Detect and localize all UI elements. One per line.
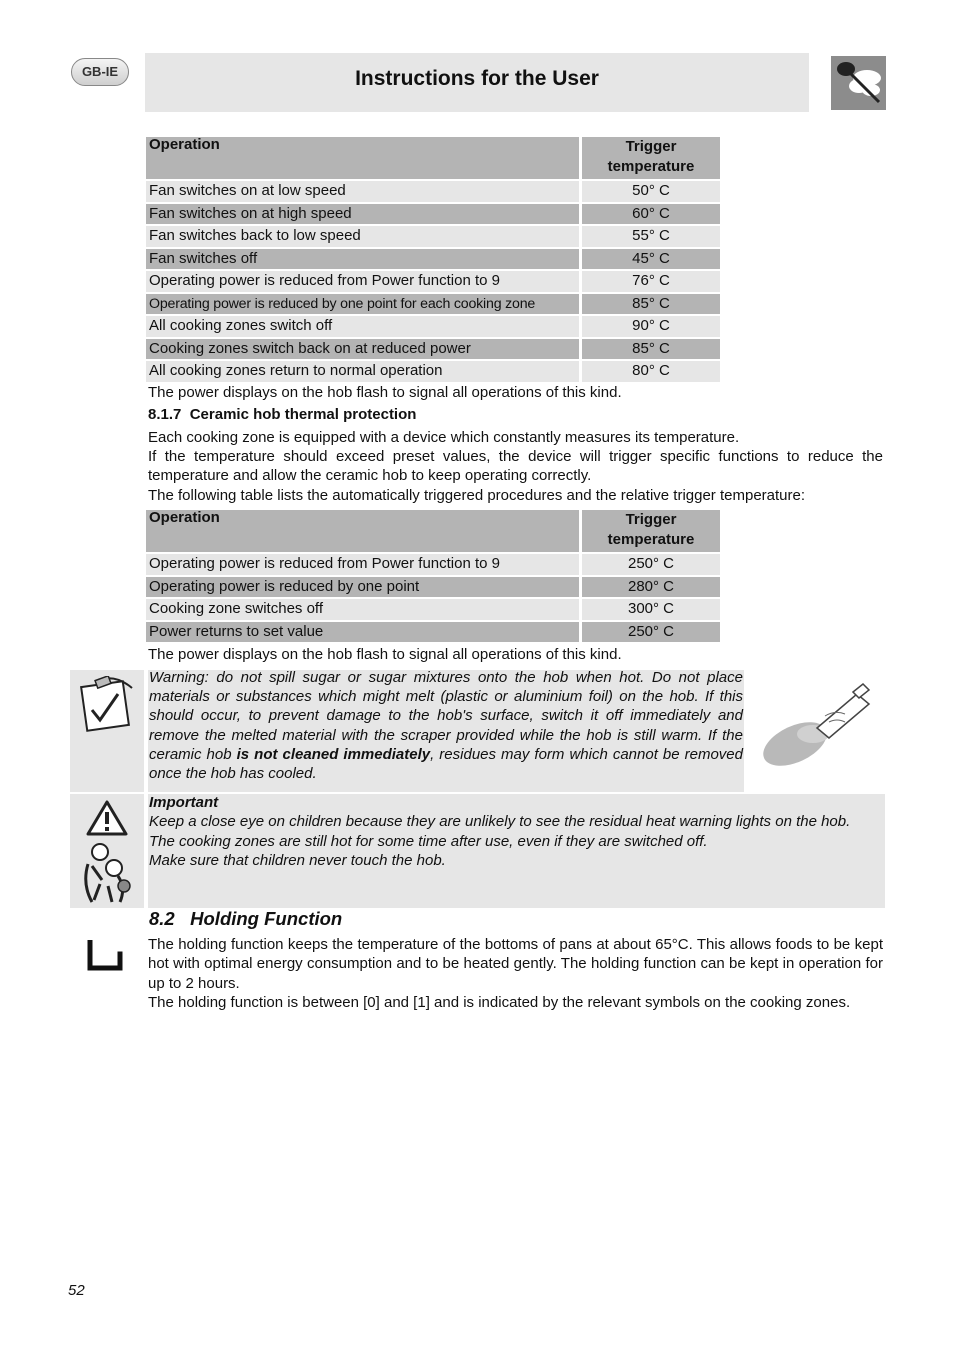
- temperature-cell: 85° C: [582, 294, 720, 315]
- temperature-cell: 250° C: [582, 622, 720, 643]
- warning-triangle-icon: [86, 800, 128, 841]
- operation-cell: Operating power is reduced by one point for each cooking zone: [146, 294, 579, 315]
- chef-logo: [831, 56, 886, 110]
- page-header: [145, 53, 809, 112]
- chef-hat-spoon-icon: [831, 56, 886, 110]
- table-row: [146, 271, 720, 292]
- holding-symbol-icon: [86, 940, 124, 977]
- table-row: [146, 339, 720, 360]
- page-number: 52: [68, 1282, 85, 1299]
- section-817-para2: If the temperature should exceed preset values, the device will trigger specific functions to reduce the temperature and allow the ceramic hob to keep operating correctly.: [148, 448, 883, 485]
- table-row: [146, 316, 720, 337]
- table-row: [146, 294, 720, 315]
- table-header-row: [146, 510, 720, 552]
- column-header-operation: Operation: [146, 137, 579, 179]
- operation-cell: Cooking zone switches off: [146, 599, 579, 620]
- temperature-cell: 90° C: [582, 316, 720, 337]
- scraper-illustration: [755, 676, 877, 779]
- table-row: [146, 361, 720, 382]
- temperature-cell: 55° C: [582, 226, 720, 247]
- column-header-trigger: Trigger temperature: [582, 137, 720, 179]
- important-line1: Keep a close eye on children because they are unlikely to see the residual heat warning lights on the hob.: [149, 813, 851, 831]
- temperature-cell: 300° C: [582, 599, 720, 620]
- temperature-cell: 50° C: [582, 181, 720, 202]
- section-817-para1: Each cooking zone is equipped with a device which constantly measures its temperature.: [148, 429, 740, 446]
- operation-cell: All cooking zones return to normal operation: [146, 361, 579, 382]
- table-row: [146, 554, 720, 575]
- operation-cell: Power returns to set value: [146, 622, 579, 643]
- language-badge: GB-IE: [71, 58, 129, 86]
- temperature-cell: 45° C: [582, 249, 720, 270]
- operation-cell: Fan switches back to low speed: [146, 226, 579, 247]
- section-817-para3: The following table lists the automatically triggered procedures and the relative trigger temperature:: [148, 487, 806, 504]
- temperature-cell: 250° C: [582, 554, 720, 575]
- important-line2: The cooking zones are still hot for some time after use, even if they are switched off.: [149, 832, 708, 850]
- table-header-row: [146, 137, 720, 179]
- column-header-operation: Operation: [146, 510, 579, 552]
- notepad-pencil-icon: [78, 676, 136, 737]
- temperature-cell: 76° C: [582, 271, 720, 292]
- table-row: [146, 204, 720, 225]
- table-row: [146, 577, 720, 598]
- operation-cell: Fan switches on at low speed: [146, 181, 579, 202]
- operation-cell: Cooking zones switch back on at reduced power: [146, 339, 579, 360]
- section-82-para1: The holding function keeps the temperature of the bottoms of pans at about 65°C. This allows foods to be kept hot with optimal energy consumption and to be heated gently. The holding function can be kept in operation for up to 2 hours.: [148, 936, 883, 992]
- temperature-cell: 80° C: [582, 361, 720, 382]
- table-row: [146, 226, 720, 247]
- operation-cell: All cooking zones switch off: [146, 316, 579, 337]
- table1-footer: The power displays on the hob flash to signal all operations of this kind.: [148, 384, 622, 401]
- fan-trigger-table: [146, 135, 720, 384]
- table2-footer: The power displays on the hob flash to signal all operations of this kind.: [148, 646, 622, 663]
- temperature-cell: 60° C: [582, 204, 720, 225]
- operation-cell: Operating power is reduced from Power function to 9: [146, 554, 579, 575]
- children-icon: [78, 842, 136, 909]
- column-header-trigger: Trigger temperature: [582, 510, 720, 552]
- page-title: Instructions for the User: [355, 67, 599, 90]
- important-title: Important: [149, 794, 219, 811]
- hob-trigger-table: [146, 508, 720, 644]
- operation-cell: Operating power is reduced by one point: [146, 577, 579, 598]
- table-row: [146, 249, 720, 270]
- section-82-para2: The holding function is between [0] and [1] and is indicated by the relevant symbols on the cooking zones.: [148, 994, 851, 1011]
- operation-cell: Fan switches off: [146, 249, 579, 270]
- temperature-cell: 280° C: [582, 577, 720, 598]
- table-row: [146, 622, 720, 643]
- table-row: [146, 599, 720, 620]
- warning-text: Warning: do not spill sugar or sugar mixtures onto the hob when hot. Do not place materials or substances which might melt (plastic or aluminium foil) on the hob. If this should occur, to prevent damage to the hob's surface, switch it off immediately and remove the melted material with the scraper provided while the hob is still warm. If the ceramic hob is not cleaned immediately, residues may form which cannot be removed once the hob has cooled.: [149, 669, 743, 783]
- operation-cell: Fan switches on at high speed: [146, 204, 579, 225]
- section-817-heading: 8.1.7 Ceramic hob thermal protection: [148, 406, 417, 423]
- section-82-heading: 8.2 Holding Function: [149, 908, 343, 929]
- important-line3: Make sure that children never touch the hob.: [149, 851, 446, 869]
- operation-cell: Operating power is reduced from Power function to 9: [146, 271, 579, 292]
- important-text: [149, 793, 884, 870]
- temperature-cell: 85° C: [582, 339, 720, 360]
- table-row: [146, 181, 720, 202]
